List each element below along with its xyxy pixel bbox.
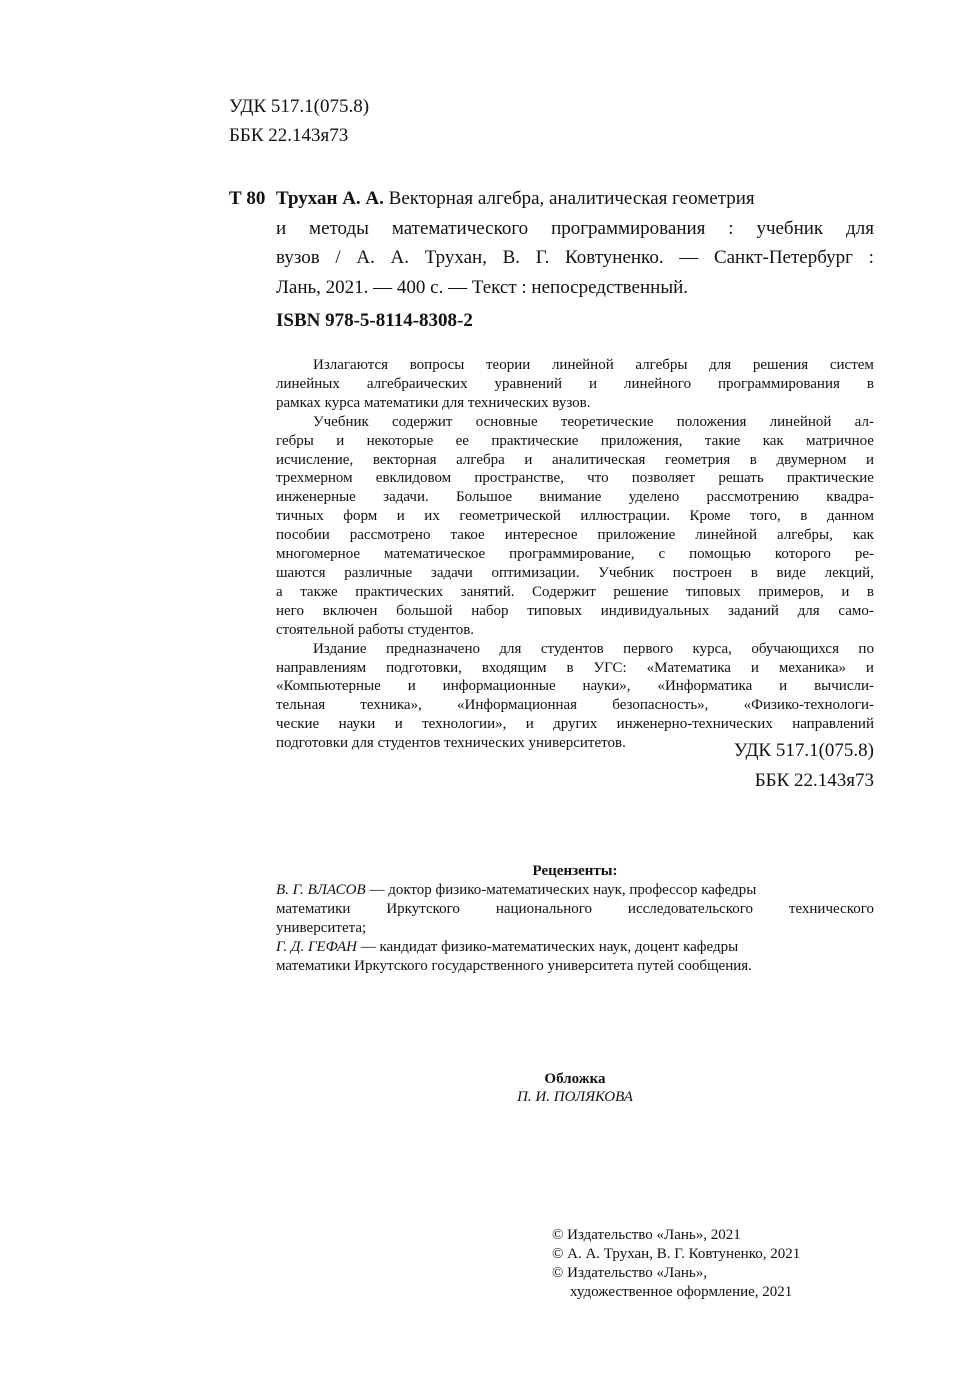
- abstract-line: стоятельной работы студентов.: [276, 621, 475, 638]
- copyright-block: [552, 1226, 800, 1302]
- reviewer-line: [276, 881, 874, 900]
- abstract-line: него включен большой набор типовых индивидуальных заданий для само-: [276, 602, 874, 619]
- abstract-line: тельная техника», «Информационная безопасность», «Физико-технологи-: [276, 697, 874, 714]
- reviewers: [276, 862, 874, 976]
- reviewer-line: университета;: [276, 920, 367, 936]
- bottom-classification: [734, 736, 874, 796]
- reviewer-name: Г. Д. ГЕФАН: [276, 939, 357, 955]
- copyright-line: © Издательство «Лань»,: [552, 1265, 707, 1281]
- cover-designer: П. И. ПОЛЯКОВА: [517, 1089, 633, 1105]
- abstract-line: Учебник содержит основные теоретические положения линейной ал-: [313, 413, 874, 430]
- reviewer-text: — доктор физико-математических наук, профессор кафедры: [365, 882, 757, 898]
- abstract: [276, 356, 874, 753]
- reviewer-line: [276, 938, 874, 957]
- reviewer-text: — кандидат физико-математических наук, доцент кафедры: [356, 939, 739, 955]
- abstract-line: ческие науки и технологии», и других инженерно-технических направлений: [276, 716, 874, 733]
- author-name: Трухан А. А.: [276, 188, 384, 209]
- abstract-line: Излагаются вопросы теории линейной алгебры для решения систем: [313, 357, 874, 373]
- copyright-line: © А. А. Трухан, В. Г. Ковтуненко, 2021: [552, 1246, 801, 1262]
- abstract-line: многомерное математическое программирование, с помощью которого ре-: [276, 546, 874, 563]
- abstract-line: рамках курса математики для технических вузов.: [276, 394, 591, 411]
- cover-credit: [276, 1070, 874, 1106]
- entry-line: Лань, 2021. — 400 с. — Текст : непосредственный.: [276, 276, 688, 298]
- abstract-line: гебры и некоторые ее практические приложения, такие как матричное: [276, 432, 874, 449]
- abstract-line: трехмерном евклидовом пространстве, что позволяет решать практические: [276, 470, 874, 487]
- cover-heading: Обложка: [544, 1071, 606, 1087]
- reviewer-line: математики Иркутского государственного университета путей сообщения.: [276, 958, 752, 974]
- abstract-line: подготовки для студентов технических университетов.: [276, 735, 626, 752]
- entry-line: [276, 184, 874, 214]
- copyright-line: художественное оформление, 2021: [570, 1284, 793, 1300]
- author-mark: Т 80: [229, 188, 266, 209]
- bbk-code: ББК 22.143я73: [229, 125, 349, 146]
- reviewer-line: математики Иркутского национального исследовательского технического: [276, 901, 874, 917]
- entry-text: Векторная алгебра, аналитическая геометрия: [383, 188, 755, 209]
- abstract-line: а также практических занятий. Содержит решение типовых примеров, и в: [276, 583, 874, 600]
- abstract-line: шаются различные задачи оптимизации. Учебник построен в виде лекций,: [276, 564, 874, 581]
- isbn: ISBN 978-5-8114-8308-2: [276, 310, 473, 331]
- abstract-line: направлениям подготовки, входящим в УГС: «Математика и механика» и: [276, 659, 874, 676]
- abstract-line: «Компьютерные и информационные науки», «Информатика и вычисли-: [276, 678, 874, 695]
- bbk-code: ББК 22.143я73: [754, 770, 874, 791]
- abstract-line: исчисление, векторная алгебра и аналитическая геометрия в двумерном и: [276, 451, 874, 468]
- bibliographic-entry: [276, 184, 874, 302]
- entry-line: вузов / А. А. Трухан, В. Г. Ковтуненко. — Санкт-Петербург :: [276, 247, 874, 268]
- abstract-line: пособии рассмотрено такое интересное приложение линейной алгебры, как: [276, 527, 874, 544]
- abstract-line: линейных алгебраических уравнений и линейного программирования в: [276, 375, 874, 392]
- udk-code: УДК 517.1(075.8): [229, 96, 370, 117]
- top-classification: [229, 92, 369, 150]
- copyright-line: © Издательство «Лань», 2021: [552, 1227, 741, 1243]
- udk-code: УДК 517.1(075.8): [733, 740, 874, 761]
- abstract-line: тичных форм и их геометрической иллюстрации. Кроме того, в данном: [276, 508, 874, 525]
- abstract-line: инженерные задачи. Большое внимание уделено рассмотрению квадра-: [276, 489, 874, 506]
- reviewers-heading: Рецензенты:: [532, 863, 618, 879]
- reviewer-name: В. Г. ВЛАСОВ: [276, 882, 366, 898]
- abstract-line: Издание предназначено для студентов первого курса, обучающихся по: [313, 640, 874, 657]
- entry-line: и методы математического программирования : учебник для: [276, 217, 874, 239]
